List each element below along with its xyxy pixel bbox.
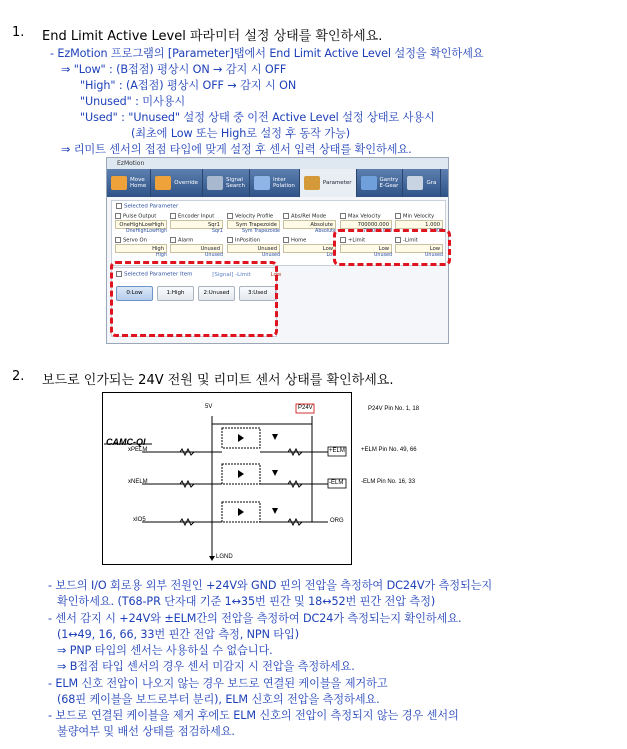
param-label: InPosition [227, 237, 280, 244]
label-org: ORG [330, 518, 344, 524]
label-nelm: -ELM [329, 480, 344, 486]
toolbar-label: Gra [426, 180, 437, 186]
toolbar-label: Gantry E-Gear [379, 177, 399, 189]
s2-line: - 보드로 연결된 케이블을 제거 후에도 ELM 신호의 전압이 측정되지 않는 경우 센서의 [48, 709, 459, 722]
pin-xio5: xIO5 [133, 517, 146, 523]
s2-line: 불량여부 및 배선 상태를 점검하세요. [57, 725, 235, 738]
row2-cell [227, 237, 280, 259]
toolbar-button[interactable] [300, 169, 357, 197]
param-value[interactable]: Absolute [283, 220, 336, 229]
param-value[interactable]: Low [283, 244, 336, 253]
param-value[interactable]: Unused [227, 244, 280, 253]
param-label: Servo On [115, 237, 167, 244]
app-window-title: EzMotion [107, 158, 448, 169]
s2-line: ⇒ PNP 타입의 센서는 사용하실 수 없습니다. [57, 644, 273, 657]
label-5v: 5V [205, 404, 213, 410]
section2-title: 보드로 인가되는 24V 전원 및 리미트 센서 상태를 확인하세요. [42, 373, 394, 388]
param-label: -Limit [395, 237, 443, 244]
param-value[interactable]: Sym Trapezoide [227, 220, 280, 229]
param-label: Encoder Input [170, 213, 223, 220]
param-current: Unused [204, 253, 223, 258]
pin-xpelm: xPELM [128, 447, 148, 453]
param-value[interactable]: High [115, 244, 167, 253]
param-label: Min Velocity [395, 213, 443, 220]
toolbar-label: Parameter [322, 180, 352, 186]
row2-cell [283, 237, 336, 259]
toolbar-label: Inter Polation [272, 177, 295, 189]
param-label: Abs/Rel Mode [283, 213, 336, 220]
s2-line: (68핀 케이블을 보드로부터 분리), ELM 신호의 전압을 측정하세요. [57, 693, 380, 706]
label-p24v: P24V [298, 405, 313, 411]
s1-line: ⇒ "Low" : (B접점) 평상시 ON → 감지 시 OFF [61, 63, 287, 76]
s1-line: (최초에 Low 또는 High로 설정 후 동작 가능) [131, 127, 350, 140]
panel-title: Selected Parameter [112, 201, 445, 213]
s1-line: ⇒ 리미트 센서의 접점 타입에 맞게 설정 후 센서 입력 상태를 확인하세요. [61, 143, 412, 156]
toolbar-icon [361, 176, 377, 190]
param-value[interactable]: 700000.000 [340, 220, 392, 229]
param-label: +Limit [340, 237, 392, 244]
param-current: Unused [261, 253, 280, 258]
level-used-button[interactable]: 3:Used [239, 286, 276, 301]
toolbar-icon [254, 176, 270, 190]
param-value[interactable]: Unused [170, 244, 223, 253]
row2-cell [115, 237, 167, 259]
param-current: OneHighLowHigh [125, 229, 167, 234]
toolbar-label: Signal Search [226, 177, 245, 189]
param-label: Max Velocity [340, 213, 392, 220]
pin-xnelm: xNELM [128, 479, 148, 485]
note-nelm: -ELM Pin No. 16, 33 [361, 479, 416, 485]
param-current: Unused [424, 253, 443, 258]
s2-line: (1↔49, 16, 66, 33번 핀간 전압 측정, NPN 타입) [57, 628, 299, 641]
label-lgnd: LGND [216, 554, 233, 560]
s2-line: ⇒ B접점 타입 센서의 경우 센서 미감지 시 전압을 측정하세요. [57, 660, 355, 673]
highlight-limit-fields [333, 229, 451, 266]
param-label: Alarm [170, 237, 223, 244]
param-value[interactable]: OneHighLowHigh [115, 220, 167, 229]
toolbar-label: Override [174, 180, 199, 186]
toolbar-label: Move Home [130, 177, 147, 189]
param-current: Low [326, 253, 336, 258]
s2-line: - ELM 신호 전압이 나오지 않는 경우 보드로 연결된 케이블을 제거하고 [48, 677, 388, 690]
row1-cell [170, 213, 223, 235]
section2-number: 2. [12, 369, 25, 384]
note-pelm: +ELM Pin No. 49, 66 [361, 447, 417, 453]
highlight-level-buttons [110, 261, 278, 337]
row2-cell [170, 237, 223, 259]
toolbar-button[interactable] [107, 169, 151, 197]
toolbar-icon [155, 176, 171, 190]
s1-line: "High" : (A접점) 평상시 OFF → 감지 시 ON [80, 79, 297, 92]
toolbar-button[interactable] [250, 169, 300, 197]
toolbar-button[interactable] [203, 169, 250, 197]
param-current: Sqr1 [211, 229, 223, 234]
param-value[interactable]: Sqr1 [170, 220, 223, 229]
param-current: 700000.000 [363, 229, 392, 234]
row1-cell [115, 213, 167, 235]
s1-line: - EzMotion 프로그램의 [Parameter]탭에서 End Limit Active Level 설정을 확인하세요 [50, 47, 484, 60]
label-pelm: +ELM [329, 448, 345, 454]
toolbar-icon [207, 176, 223, 190]
section1-title: End Limit Active Level 파라미터 설정 상태를 확인하세요. [42, 29, 383, 44]
s2-line: - 센서 감지 시 +24V와 ±ELM간의 전압을 측정하여 DC24가 측정되는지 확인하세요. [48, 612, 462, 625]
param-current: High [155, 253, 167, 258]
toolbar-button[interactable] [151, 169, 203, 197]
param-value[interactable]: Low [340, 244, 392, 253]
param-current: Unused [373, 253, 392, 258]
toolbar-button[interactable] [403, 169, 441, 197]
param-label: Pulse Output [115, 213, 167, 220]
row1-cell [227, 213, 280, 235]
chip-label: CAMC-QI [106, 437, 146, 447]
app-toolbar [107, 169, 448, 197]
s2-line: 확인하세요. (T68-PR 단자대 기준 1↔35번 핀간 및 18↔52번 핀간 전압 측정) [57, 595, 436, 608]
section1-number: 1. [12, 25, 25, 40]
level-low-button[interactable]: 0:Low [116, 286, 153, 301]
param-label: Home [283, 237, 336, 244]
toolbar-icon [304, 176, 320, 190]
s1-line: "Used" : "Unused" 설정 상태 중 이전 Active Level 설정 상태로 사용시 [80, 111, 435, 124]
toolbar-button[interactable] [357, 169, 404, 197]
param-value[interactable]: Low [395, 244, 443, 253]
s2-line: - 보드의 I/O 회로용 외부 전원인 +24V와 GND 핀의 전압을 측정하여 DC24V가 측정되는지 [48, 579, 493, 592]
level-unused-button[interactable]: 2:Unused [198, 286, 235, 301]
param-value[interactable]: 1.000 [395, 220, 443, 229]
level-high-button[interactable]: 1:High [157, 286, 194, 301]
s1-line: "Unused" : 미사용시 [80, 95, 186, 108]
panel2-header: Selected Parameter Item [Signal] -Limit Low [112, 268, 276, 281]
param-current: Absolute [315, 229, 336, 234]
param-current: 1.000 [429, 229, 443, 234]
note-p24v: P24V Pin No. 1, 18 [368, 406, 420, 412]
param-label: Velocity Profile [227, 213, 280, 220]
toolbar-icon [111, 176, 127, 190]
param-current: Sym Trapezoide [242, 229, 280, 234]
row1-cell [283, 213, 336, 235]
toolbar-icon [407, 176, 423, 190]
